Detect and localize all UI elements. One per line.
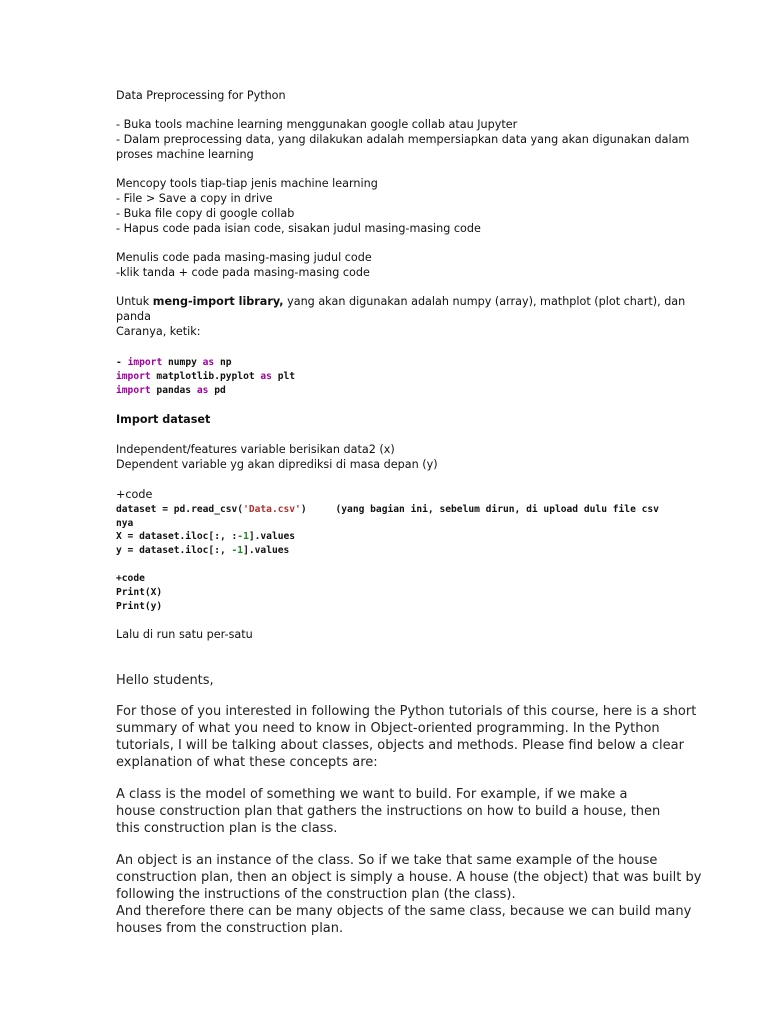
code-numpy: numpy <box>162 357 203 368</box>
import-line-2: panda <box>116 310 152 323</box>
variable-line-1: Independent/features variable berisikan data2 (x) <box>116 443 395 456</box>
code-np: np <box>214 357 232 368</box>
import-bold: meng-import library, <box>152 295 284 308</box>
code-kw-import: import <box>116 385 151 396</box>
intro-line-3: proses machine learning <box>116 148 254 161</box>
code-ds-post: ) (yang bagian ini, sebelum dirun, di upload dulu file csv <box>300 504 659 515</box>
code-import-pandas <box>116 384 226 397</box>
para3-line-2: construction plan, then an object is simply a house. A house (the object) that was built by <box>116 870 702 885</box>
code-nya-line: nya <box>116 518 134 529</box>
code-plus-1: +code <box>116 488 153 501</box>
code-kw-as: as <box>202 357 215 368</box>
code-y-num: -1 <box>231 545 244 556</box>
write-line-1: Menulis code pada masing-masing judul code <box>116 251 372 264</box>
code-kw-import: import <box>116 371 151 382</box>
para3-line-1: An object is an instance of the class. So if we take that same example of the house <box>116 853 658 868</box>
code-y-post: ].values <box>243 545 290 556</box>
code-plus-2: +code <box>116 573 145 584</box>
para1-line-1: For those of you interested in following the Python tutorials of this course, here is a short <box>116 704 697 719</box>
code-pd: pd <box>208 385 226 396</box>
copy-line-3: - Buka file copy di google collab <box>116 207 295 220</box>
copy-line-2: - File > Save a copy in drive <box>116 192 273 205</box>
document-title: Data Preprocessing for Python <box>116 89 286 102</box>
para1-line-4: explanation of what these concepts are: <box>116 755 378 770</box>
variable-line-2: Dependent variable yg akan diprediksi di masa depan (y) <box>116 458 438 471</box>
intro-line-1: - Buka tools machine learning menggunakan google collab atau Jupyter <box>116 118 518 131</box>
code-dataset-line <box>116 503 659 516</box>
import-library-line <box>116 294 685 309</box>
import-rest: yang akan digunakan adalah numpy (array), mathplot (plot chart), dan <box>283 295 686 308</box>
intro-line-2: - Dalam preprocessing data, yang dilakukan adalah mempersiapkan data yang akan digunakan dalam <box>116 133 690 146</box>
code-y-line <box>116 544 289 557</box>
code-kw-as: as <box>260 371 272 382</box>
code-print-y: Print(y) <box>116 601 163 612</box>
para2-line-1: A class is the model of something we want to build. For example, if we make a <box>116 787 628 802</box>
copy-line-1: Mencopy tools tiap-tiap jenis machine learning <box>116 177 378 190</box>
code-plt: plt <box>271 371 296 382</box>
code-import-numpy <box>116 356 232 369</box>
code-kw-import: import <box>127 357 163 368</box>
para2-line-3: this construction plan is the class. <box>116 821 338 836</box>
code-dash: - <box>116 357 128 368</box>
para3-line-3: following the instructions of the construction plan (the class). <box>116 887 516 902</box>
code-y-pre: y = dataset.iloc[:, <box>116 545 232 556</box>
code-ds-str: 'Data.csv' <box>243 504 301 515</box>
code-x-post: ].values <box>248 531 296 542</box>
para3-line-5: houses from the construction plan. <box>116 921 344 936</box>
greeting: Hello students, <box>116 673 214 688</box>
para1-line-3: tutorials, I will be talking about classes, objects and methods. Please find below a clear <box>116 738 684 753</box>
import-dataset-heading: Import dataset <box>116 413 211 426</box>
code-x-line <box>116 530 295 543</box>
code-ds-pre: dataset = pd.read_csv( <box>116 504 244 515</box>
import-line-3: Caranya, ketik: <box>116 325 201 338</box>
code-kw-as: as <box>196 385 209 396</box>
code-print-x: Print(X) <box>116 587 163 598</box>
run-line: Lalu di run satu per-satu <box>116 628 253 641</box>
code-x-num: -1 <box>237 531 249 542</box>
copy-line-4: - Hapus code pada isian code, sisakan judul masing-masing code <box>116 222 481 235</box>
code-pandas: pandas <box>150 385 197 396</box>
code-matplotlib: matplotlib.pyplot <box>150 371 261 382</box>
import-prefix: Untuk <box>116 295 153 308</box>
para2-line-2: house construction plan that gathers the instructions on how to build a house, then <box>116 804 661 819</box>
write-line-2: -klik tanda + code pada masing-masing code <box>116 266 370 279</box>
para1-line-2: summary of what you need to know in Object-oriented programming. In the Python <box>116 721 660 736</box>
para3-line-4: And therefore there can be many objects of the same class, because we can build many <box>116 904 692 919</box>
code-x-pre: X = dataset.iloc[:, : <box>116 531 238 542</box>
code-import-matplotlib <box>116 370 295 383</box>
